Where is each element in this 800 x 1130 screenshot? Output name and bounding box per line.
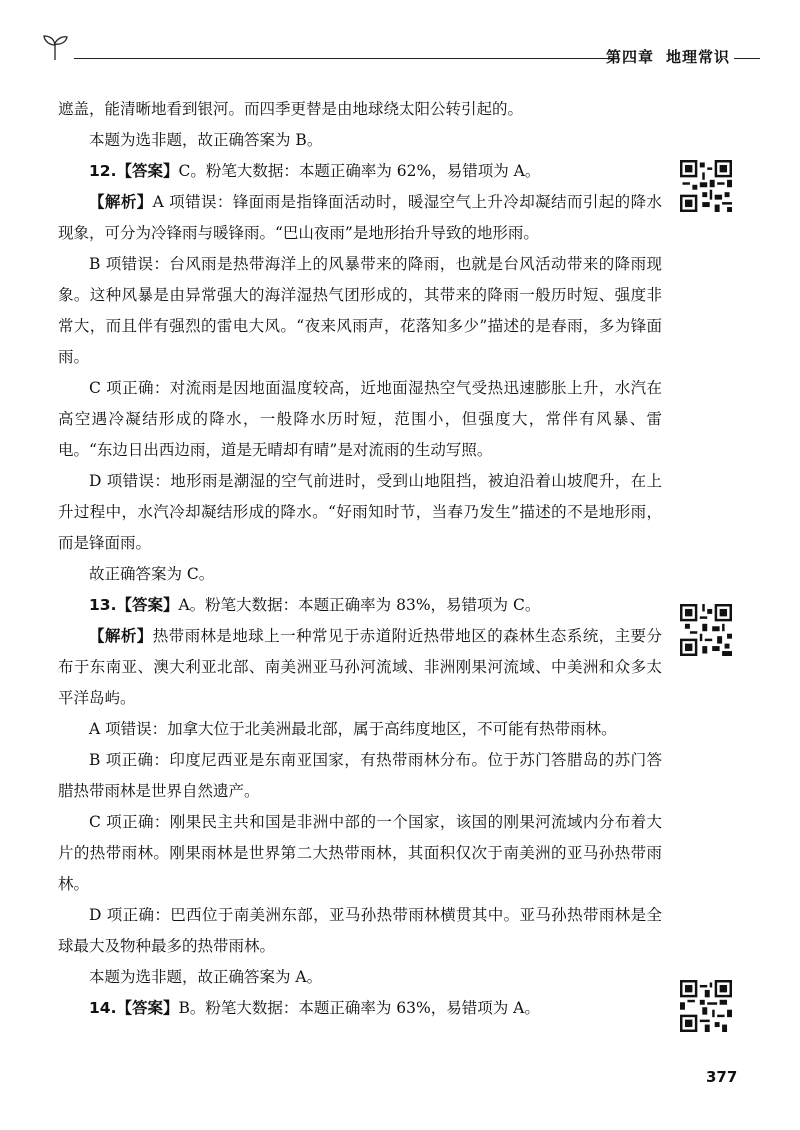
analysis-paragraph: 【解析】热带雨林是地球上一种常见于赤道附近热带地区的森林生态系统，主要分布于东南亚、澳大利亚北部、南美洲亚马孙河流域、非洲刚果河流域、中美洲和众多太平洋岛屿。 — [58, 627, 662, 707]
paragraph: B 项正确：印度尼西亚是东南亚国家，有热带雨林分布。位于苏门答腊岛的苏门答腊热带雨林是世界自然遗产。 — [58, 751, 662, 800]
paragraph: B 项错误：台风雨是热带海洋上的风暴带来的降雨，也就是台风活动带来的降雨现象。这种风暴是由异常强大的海洋湿热气团形成的，其带来的降雨一般历时短、强度非常大，而且伴有强烈的雷电大风。“夜来风雨声，花落知多少”描述的是春雨，多为锋面雨。 — [58, 255, 662, 366]
paragraph: 遮盖，能清晰地看到银河。而四季更替是由地球绕太阳公转引起的。 — [58, 100, 524, 118]
analysis-tag: 【解析】 — [89, 193, 153, 211]
chapter-number: 第四章 — [605, 48, 654, 66]
paragraph: D 项错误：地形雨是潮湿的空气前进时，受到山地阻挡，被迫沿着山坡爬升，在上升过程中，水汽冷却凝结形成的降水。“好雨知时节，当春乃发生”描述的不是地形雨，而是锋面雨。 — [58, 472, 662, 552]
leaf-logo-icon — [40, 32, 70, 62]
paragraph: 故正确答案为 C。 — [89, 565, 215, 583]
page-number: 377 — [706, 1068, 738, 1086]
paragraph: C 项正确：对流雨是因地面温度较高，近地面湿热空气受热迅速膨胀上升，水汽在高空遇冷凝结形成的降水，一般降水历时短，范围小，但强度大，常伴有风暴、雷电。“东边日出西边雨，道是无晴却有晴”是对流雨的生动写照。 — [58, 379, 662, 459]
analysis-paragraph: 【解析】A 项错误：锋面雨是指锋面活动时，暖湿空气上升冷却凝结而引起的降水现象，可分为冷锋雨与暖锋雨。“巴山夜雨”是地形抬升导致的地形雨。 — [58, 193, 662, 242]
answer-line-14: 14.【答案】B。粉笔大数据：本题正确率为 63%，易错项为 A。 — [89, 999, 540, 1017]
answer-tag: 12.【答案】 — [89, 162, 179, 180]
analysis-tag: 【解析】 — [89, 627, 153, 645]
header-rule-end — [734, 58, 760, 59]
paragraph: 本题为选非题，故正确答案为 A。 — [89, 968, 323, 986]
answer-tag: 13.【答案】 — [89, 596, 179, 614]
answer-line-12: 12.【答案】C。粉笔大数据：本题正确率为 62%，易错项为 A。 — [89, 162, 541, 180]
paragraph: A 项错误：加拿大位于北美洲最北部，属于高纬度地区，不可能有热带雨林。 — [89, 720, 617, 738]
chapter-title: 地理常识 — [665, 48, 730, 66]
paragraph: 本题为选非题，故正确答案为 B。 — [89, 131, 323, 149]
answer-line-13: 13.【答案】A。粉笔大数据：本题正确率为 83%，易错项为 C。 — [89, 596, 541, 614]
paragraph: D 项正确：巴西位于南美洲东部，亚马孙热带雨林横贯其中。亚马孙热带雨林是全球最大及物种最多的热带雨林。 — [58, 906, 662, 955]
qr-code-icon[interactable] — [680, 604, 732, 656]
paragraph: C 项正确：刚果民主共和国是非洲中部的一个国家，该国的刚果河流域内分布着大片的热带雨林。刚果雨林是世界第二大热带雨林，其面积仅次于南美洲的亚马孙热带雨林。 — [58, 813, 662, 893]
answer-tag: 14.【答案】 — [89, 999, 179, 1017]
chapter-heading — [606, 46, 730, 67]
page-body — [58, 94, 662, 1024]
qr-code-icon[interactable] — [680, 160, 732, 212]
header-rule — [74, 58, 618, 59]
qr-code-icon[interactable] — [680, 980, 732, 1032]
page-header — [40, 28, 760, 68]
